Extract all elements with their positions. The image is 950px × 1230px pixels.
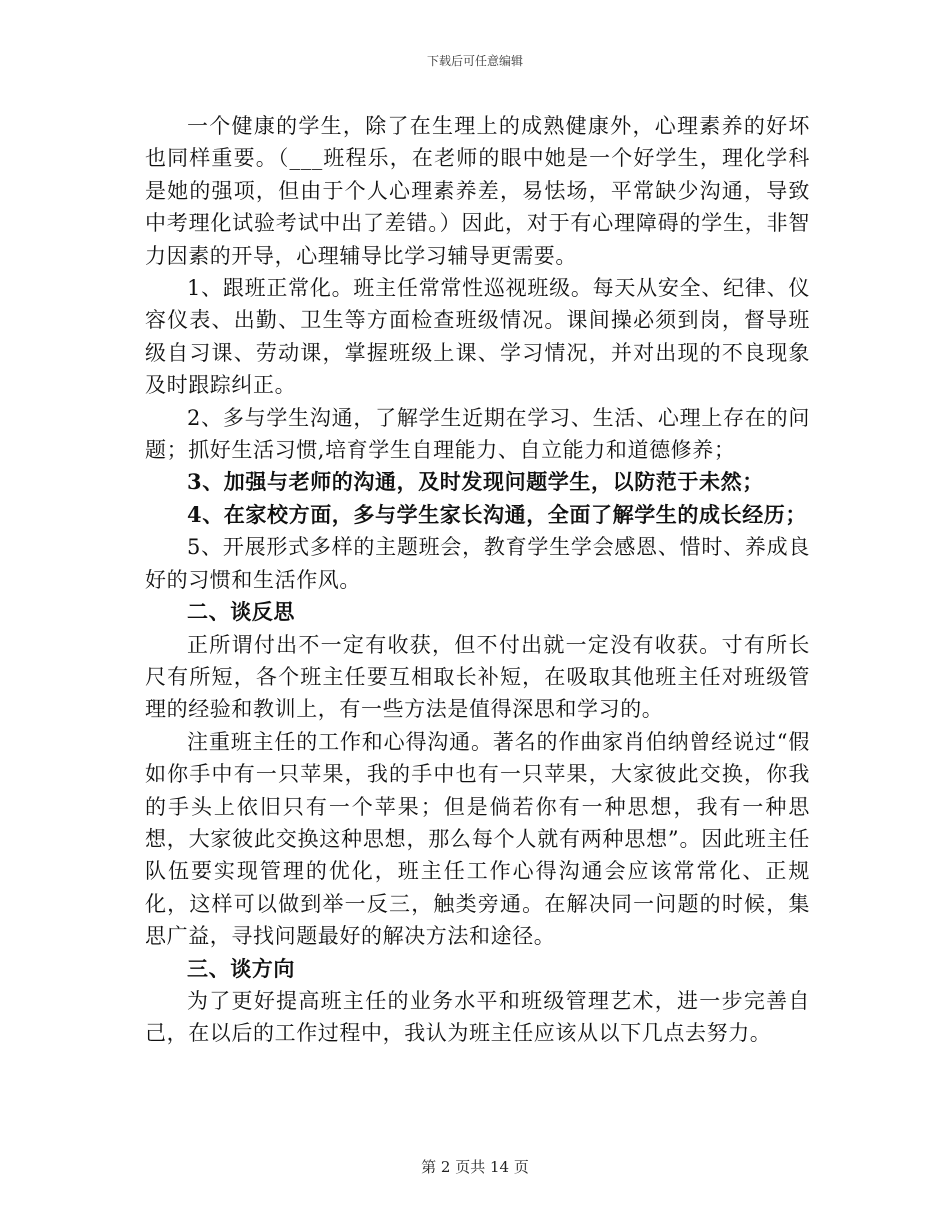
paragraph: 2、多与学生沟通，了解学生近期在学习、生活、心理上存在的问题；抓好生活习惯,培育学生自理能力、自立能力和道德修养； — [145, 405, 810, 463]
bold-paragraph: 4、在家校方面，多与学生家长沟通，全面了解学生的成长经历； — [187, 501, 808, 527]
paragraph: 1、跟班正常化。班主任常常性巡视班级。每天从安全、纪律、仪容仪表、出勤、卫生等方面检查班级情况。课间操必须到岗，督导班级自习课、劳动课，掌握班级上课、学习情况，并对出现的不良现象及时跟踪纠正。 — [145, 276, 810, 398]
paragraph: 5、开展形式多样的主题班会，教育学生学会感恩、惜时、养成良好的习惯和生活作风。 — [145, 535, 810, 592]
page-footer: 第 2 页共 14 页 — [421, 1158, 529, 1176]
bold-paragraph: 3、加强与老师的沟通，及时发现问题学生，以防范于未然； — [187, 469, 764, 495]
section-heading: 二、谈反思 — [187, 599, 295, 625]
paragraph: 正所谓付出不一定有收获，但不付出就一定没有收获。寸有所长尺有所短，各个班主任要互相取长补短，在吸取其他班主任对班级管理的经验和教训上，有一些方法是值得深思和学习的。 — [145, 632, 810, 722]
paragraph: 为了更好提高班主任的业务水平和班级管理艺术，进一步完善自己，在以后的工作过程中，我认为班主任应该从以下几点去努力。 — [145, 988, 810, 1046]
paragraph: 注重班主任的工作和心得沟通。著名的作曲家肖伯纳曾经说过“假如你手中有一只苹果，我的手中也有一只苹果，大家彼此交换，你我的手头上依旧只有一个苹果；但是倘若你有一种思想，我有一种思想，大家彼此交换这种思想，那么每个人就有两种思想”。因此班主任队伍要实现管理的优化，班主任工作心得沟通会应该常常化、正规化，这样可以做到举一反三，触类旁通。在解决同一问题的时候，集思广益，寻找问题最好的解决方法和途径。 — [145, 729, 810, 949]
document-body — [145, 110, 810, 1050]
paragraph: 一个健康的学生，除了在生理上的成熟健康外，心理素养的好坏也同样重要。（___班程乐，在老师的眼中她是一个好学生，理化学科是她的强项，但由于个人心理素养差，易怯场，平常缺少沟通，导致中考理化试验考试中出了差错。）因此，对于有心理障碍的学生，非智力因素的开导，心理辅导比学习辅导更需要。 — [145, 114, 810, 268]
section-heading: 三、谈方向 — [187, 955, 295, 981]
page-header: 下载后可任意编辑 — [426, 54, 523, 68]
